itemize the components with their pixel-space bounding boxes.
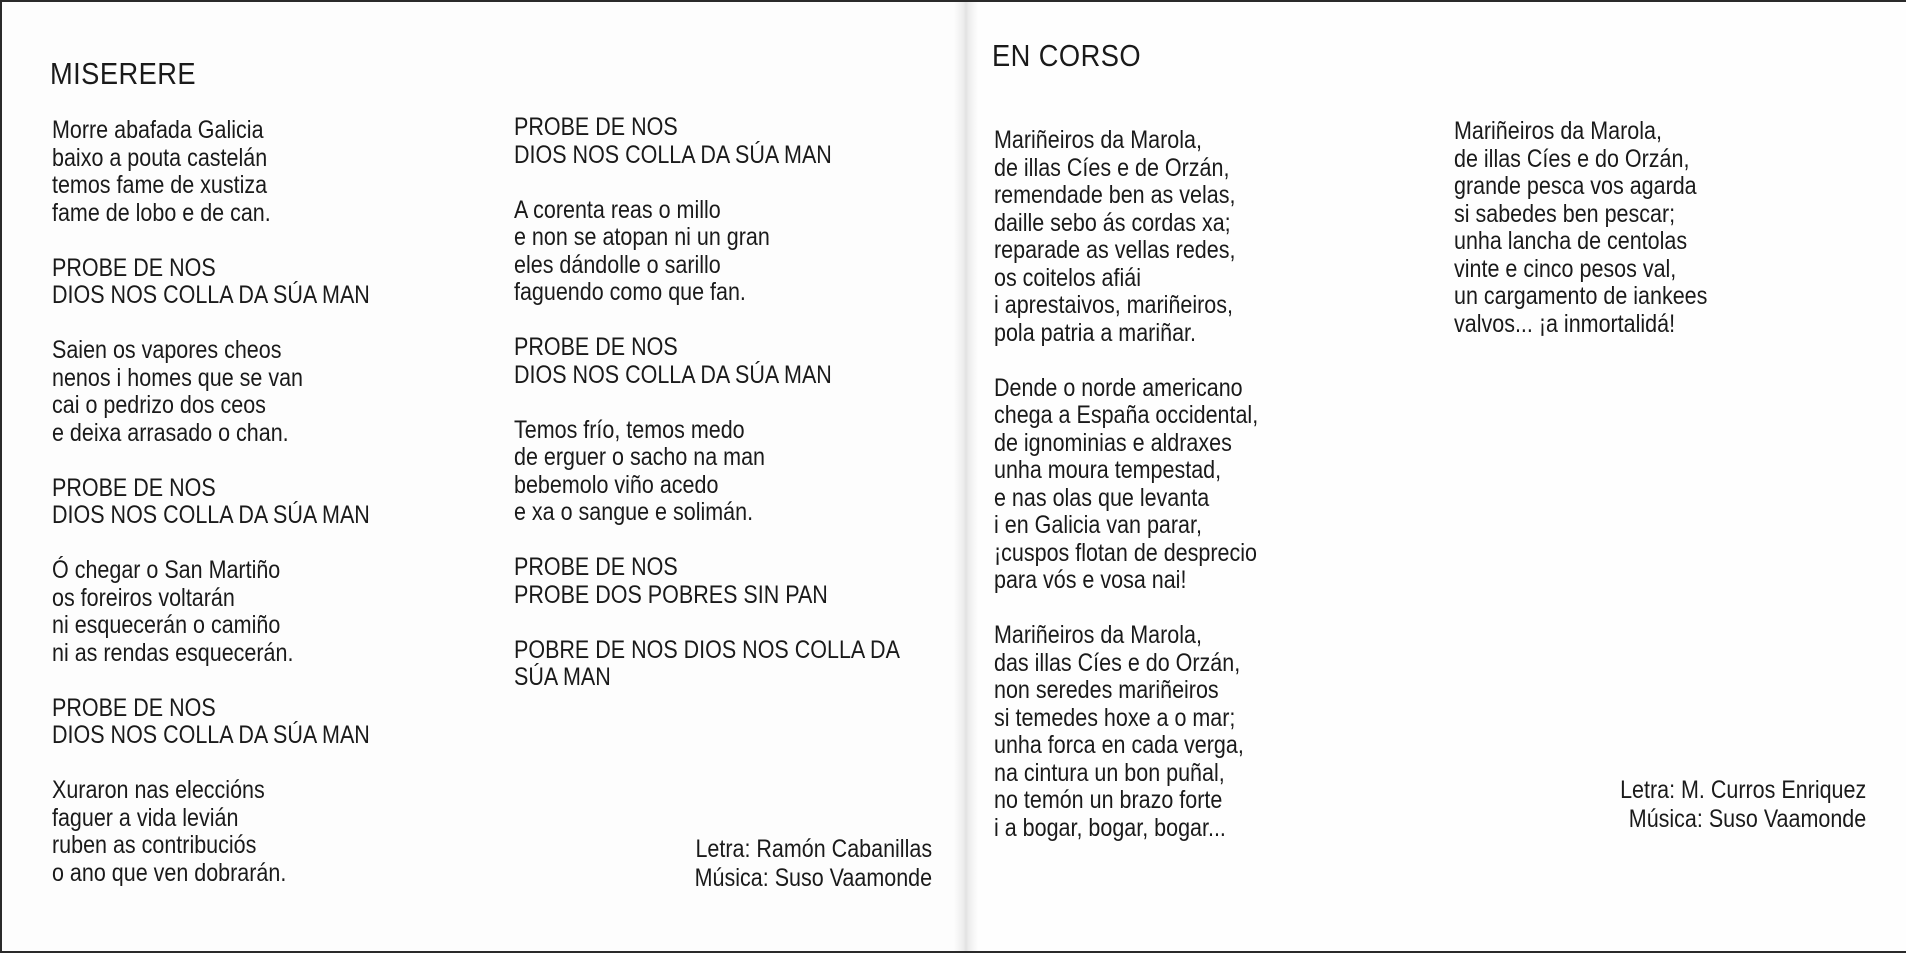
lyric-line: PROBE DE NOS [514, 113, 678, 141]
lyric-line: remendade ben as velas, [994, 181, 1236, 209]
lyric-line: Morre abafada Galicia [52, 116, 264, 144]
credits-en-corso [1620, 776, 1866, 834]
lyric-line: ni as rendas esquecerán. [52, 638, 294, 667]
lyric-line: POBRE DE NOS DIOS NOS COLLA DA [514, 635, 900, 664]
stanza [52, 557, 370, 667]
lyric-line: i en Galicia van parar, [994, 511, 1202, 539]
lyric-line: faguendo como que fan. [514, 278, 746, 306]
lyric-line: de illas Cíes e do Orzán, [1454, 144, 1690, 173]
lyric-line: de erguer o sacho na man [514, 443, 765, 471]
stanza [52, 117, 370, 227]
lyric-line: ruben as contribuciós [52, 831, 257, 859]
left-page [2, 2, 964, 951]
lyric-line: temos fame de xustiza [52, 171, 268, 199]
credits-miserere [695, 835, 932, 893]
stanza [514, 554, 900, 609]
lyric-line: Mariñeiros da Marola, [1454, 117, 1662, 145]
lyrics-column-right-1 [994, 127, 1258, 870]
song-title-en-corso: EN CORSO [992, 38, 1142, 73]
music-credit: Música: Suso Vaamonde [1628, 805, 1866, 833]
lyric-line: pola patria a mariñar. [994, 318, 1196, 347]
lyric-line: eles dándolle o sarillo [514, 250, 721, 279]
lyric-line: grande pesca vos agarda [1454, 172, 1697, 200]
lyric-line: DIOS NOS COLLA DA SÚA MAN [52, 721, 370, 749]
lyrics-credit: Letra: Ramón Cabanillas [695, 835, 932, 863]
lyric-line: ni esquecerán o camiño [52, 611, 281, 639]
lyrics-column-left-2 [514, 114, 900, 719]
lyric-line: PROBE DE NOS [52, 253, 216, 282]
stanza [994, 127, 1258, 347]
stanza [514, 334, 900, 389]
lyric-line: ¡cuspos flotan de desprecio [994, 538, 1257, 567]
lyric-line: reparade as vellas redes, [994, 236, 1236, 264]
lyric-line: Xuraron nas eleccións [52, 776, 265, 804]
lyric-line: e xa o sangue e solimán. [514, 498, 754, 526]
stanza [514, 114, 900, 169]
stanza [994, 622, 1258, 842]
lyric-line: os coitelos afiái [994, 263, 1142, 292]
lyric-line: nenos i homes que se van [52, 363, 303, 392]
lyric-line: daille sebo ás cordas xa; [994, 208, 1231, 237]
lyric-line: unha moura tempestad, [994, 456, 1222, 484]
lyric-line: bebemolo viño acedo [514, 470, 719, 499]
lyric-line: chega a España occidental, [994, 401, 1259, 429]
lyric-line: DIOS NOS COLLA DA SÚA MAN [52, 281, 370, 309]
lyric-line: das illas Cíes e do Orzán, [994, 648, 1241, 677]
lyric-line: unha lancha de centolas [1454, 227, 1688, 255]
lyric-line: si temedes hoxe a o mar; [994, 703, 1236, 732]
lyrics-credit: Letra: M. Curros Enriquez [1619, 776, 1866, 804]
lyric-line: faguer a vida levián [52, 803, 239, 832]
stanza [514, 637, 900, 692]
lyric-line: vinte e cinco pesos val, [1454, 254, 1677, 283]
lyric-line: Saien os vapores cheos [52, 336, 282, 364]
lyric-line: os foreiros voltarán [52, 583, 235, 612]
stanza [514, 197, 900, 307]
lyric-line: SÚA MAN [514, 663, 611, 691]
lyric-line: na cintura un bon puñal, [994, 758, 1225, 787]
lyrics-column-right-2 [1454, 118, 1707, 366]
lyric-line: DIOS NOS COLLA DA SÚA MAN [514, 140, 832, 169]
song-title-miserere: MISERERE [50, 56, 197, 91]
lyric-line: de illas Cíes e de Orzán, [994, 153, 1230, 182]
lyric-line: Dende o norde americano [994, 373, 1243, 402]
stanza [52, 255, 370, 310]
lyric-line: i a bogar, bogar, bogar... [994, 813, 1226, 842]
lyric-line: no temón un brazo forte [994, 786, 1223, 814]
lyrics-column-left-1 [52, 117, 370, 915]
lyric-line: PROBE DE NOS [52, 693, 216, 722]
lyric-line: A corenta reas o millo [514, 195, 721, 224]
lyric-line: DIOS NOS COLLA DA SÚA MAN [52, 501, 370, 529]
lyric-line: Temos frío, temos medo [514, 415, 745, 444]
lyric-line: baixo a pouta castelán [52, 143, 268, 172]
lyric-line: PROBE DE NOS [514, 333, 678, 361]
lyric-line: fame de lobo e de can. [52, 198, 271, 227]
lyric-line: non seredes mariñeiros [994, 676, 1219, 704]
lyric-line: un cargamento de iankees [1454, 282, 1708, 310]
stanza [52, 695, 370, 750]
right-page [964, 2, 1906, 951]
lyric-line: valvos... ¡a inmortalidá! [1454, 309, 1676, 338]
lyric-line: unha forca en cada verga, [994, 731, 1244, 759]
lyric-line: DIOS NOS COLLA DA SÚA MAN [514, 360, 832, 389]
lyric-line: cai o pedrizo dos ceos [52, 391, 266, 419]
lyric-line: PROBE DOS POBRES SIN PAN [514, 580, 828, 609]
lyric-line: Mariñeiros da Marola, [994, 126, 1202, 154]
lyric-line: Mariñeiros da Marola, [994, 621, 1202, 649]
stanza [994, 375, 1258, 595]
page-fold [954, 2, 978, 951]
lyric-line: PROBE DE NOS [514, 553, 678, 581]
stanza [52, 777, 370, 887]
lyric-line: e deixa arrasado o chan. [52, 418, 289, 447]
stanza [1454, 118, 1707, 338]
stanza [52, 475, 370, 530]
music-credit: Música: Suso Vaamonde [694, 864, 932, 892]
lyric-line: si sabedes ben pescar; [1454, 199, 1676, 228]
lyric-line: PROBE DE NOS [52, 473, 216, 502]
lyric-line: e non se atopan ni un gran [514, 223, 770, 251]
lyric-line: para vós e vosa nai! [994, 566, 1187, 594]
lyric-line: e nas olas que levanta [994, 483, 1210, 512]
lyric-line: Ó chegar o San Martiño [52, 556, 281, 584]
lyric-line: o ano que ven dobrarán. [52, 858, 287, 887]
stanza [514, 417, 900, 527]
lyric-line: i aprestaivos, mariñeiros, [994, 291, 1233, 319]
lyric-line: de ignominias e aldraxes [994, 428, 1232, 457]
stanza [52, 337, 370, 447]
